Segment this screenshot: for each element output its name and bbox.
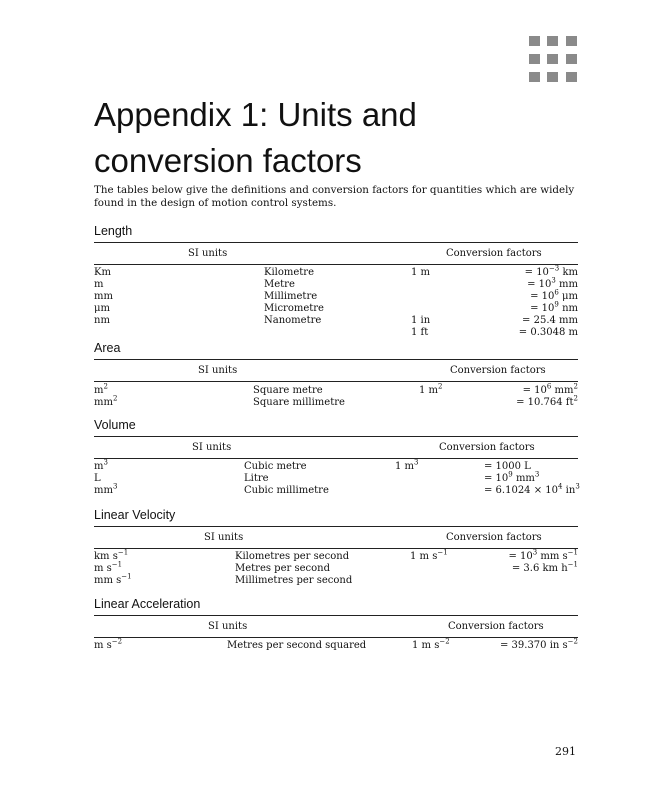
si-units-header: SI units [208, 621, 248, 632]
section-title: Length [94, 224, 133, 238]
conv-value: = 3.6 km $h^{-1}$ [511, 560, 578, 574]
conv-value: = 1000 L [484, 461, 531, 472]
unit-name: Metres per second squared [227, 640, 367, 651]
conv-value: = $10^6$ μm [530, 288, 578, 302]
unit-symbol: mm [94, 291, 113, 302]
unit-name: Cubic millimetre [244, 485, 329, 496]
unit-symbol: m $s^{-2}$ [94, 637, 123, 651]
si-units-header: SI units [192, 442, 232, 453]
unit-symbol: $mm^3$ [94, 482, 118, 496]
unit-name: Millimetre [264, 291, 318, 302]
unit-name: Metre [264, 279, 295, 290]
length-section [94, 224, 578, 344]
conv-value: = 10.764 $ft^2$ [516, 394, 578, 408]
unit-name: Square metre [253, 385, 323, 396]
conv-value: = $10^9$ nm [530, 300, 578, 314]
conv-value: = $10^6$ $mm^2$ [522, 382, 578, 396]
volume-section [94, 418, 578, 508]
area-section [94, 341, 578, 411]
unit-symbol: $m^3$ [94, 458, 108, 472]
chapter-grid-icon [529, 36, 577, 82]
unit-name: Kilometre [264, 267, 315, 278]
unit-name: Kilometres per second [235, 551, 350, 562]
intro-paragraph: The tables below give the definitions and conversion factors for quantities which are widely found in the design of motion control systems. [94, 184, 575, 209]
acceleration-section [94, 597, 578, 657]
unit-name: Cubic metre [244, 461, 307, 472]
unit-name: Millimetres per second [235, 575, 353, 586]
conv-unit: 1 in [411, 315, 431, 326]
conversion-factors-header: Conversion factors [439, 442, 535, 453]
conv-unit: 1 $m^3$ [395, 458, 419, 472]
conv-value: = $6.1024 \times 10^4$ $in^3$ [484, 482, 580, 496]
unit-name: Litre [244, 473, 269, 484]
conv-value: = 39.370 in $s^{-2}$ [499, 637, 578, 651]
conv-unit: 1 $m^2$ [419, 382, 443, 396]
section-title: Volume [94, 418, 136, 432]
unit-symbol: Km [94, 267, 111, 278]
unit-symbol: m [94, 279, 104, 290]
conv-unit: 1 m [411, 267, 431, 278]
conversion-factors-header: Conversion factors [446, 532, 542, 543]
si-units-header: SI units [204, 532, 244, 543]
si-units-header: SI units [188, 248, 228, 259]
page-number: 291 [555, 745, 576, 758]
conv-unit: 1 ft [411, 327, 429, 338]
section-title: Linear Velocity [94, 508, 176, 522]
page-title: Appendix 1: Units and conversion factors [94, 96, 417, 179]
unit-symbol: m $s^{-1}$ [94, 560, 123, 574]
section-title: Area [94, 341, 121, 355]
conv-value: = 0.3048 m [518, 327, 578, 338]
conv-unit: 1 m $s^{-1}$ [410, 548, 448, 562]
unit-symbol: L [94, 473, 101, 484]
conversion-factors-header: Conversion factors [446, 248, 542, 259]
section-title: Linear Acceleration [94, 597, 201, 611]
conv-value: = $10^9$ $mm^3$ [484, 470, 540, 484]
conv-value: = $10^3$ mm $s^{-1}$ [508, 548, 578, 562]
unit-symbol: μm [94, 303, 110, 314]
conv-value: = $10^{-3}$ km [524, 264, 578, 278]
unit-symbol: mm $s^{-1}$ [94, 572, 132, 586]
conversion-factors-header: Conversion factors [448, 621, 544, 632]
unit-symbol: km $s^{-1}$ [94, 548, 129, 562]
si-units-header: SI units [198, 365, 238, 376]
conversion-factors-header: Conversion factors [450, 365, 546, 376]
unit-name: Micrometre [264, 303, 324, 314]
unit-name: Square millimetre [253, 397, 345, 408]
unit-name: Nanometre [264, 315, 322, 326]
unit-symbol: $m^2$ [94, 382, 108, 396]
unit-symbol: $mm^2$ [94, 394, 118, 408]
unit-symbol: nm [94, 315, 110, 326]
conv-unit: 1 m $s^{-2}$ [412, 637, 450, 651]
unit-name: Metres per second [235, 563, 330, 574]
conv-value: = 25.4 mm [522, 315, 578, 326]
conv-value: = $10^3$ mm [527, 276, 578, 290]
velocity-section [94, 508, 578, 598]
